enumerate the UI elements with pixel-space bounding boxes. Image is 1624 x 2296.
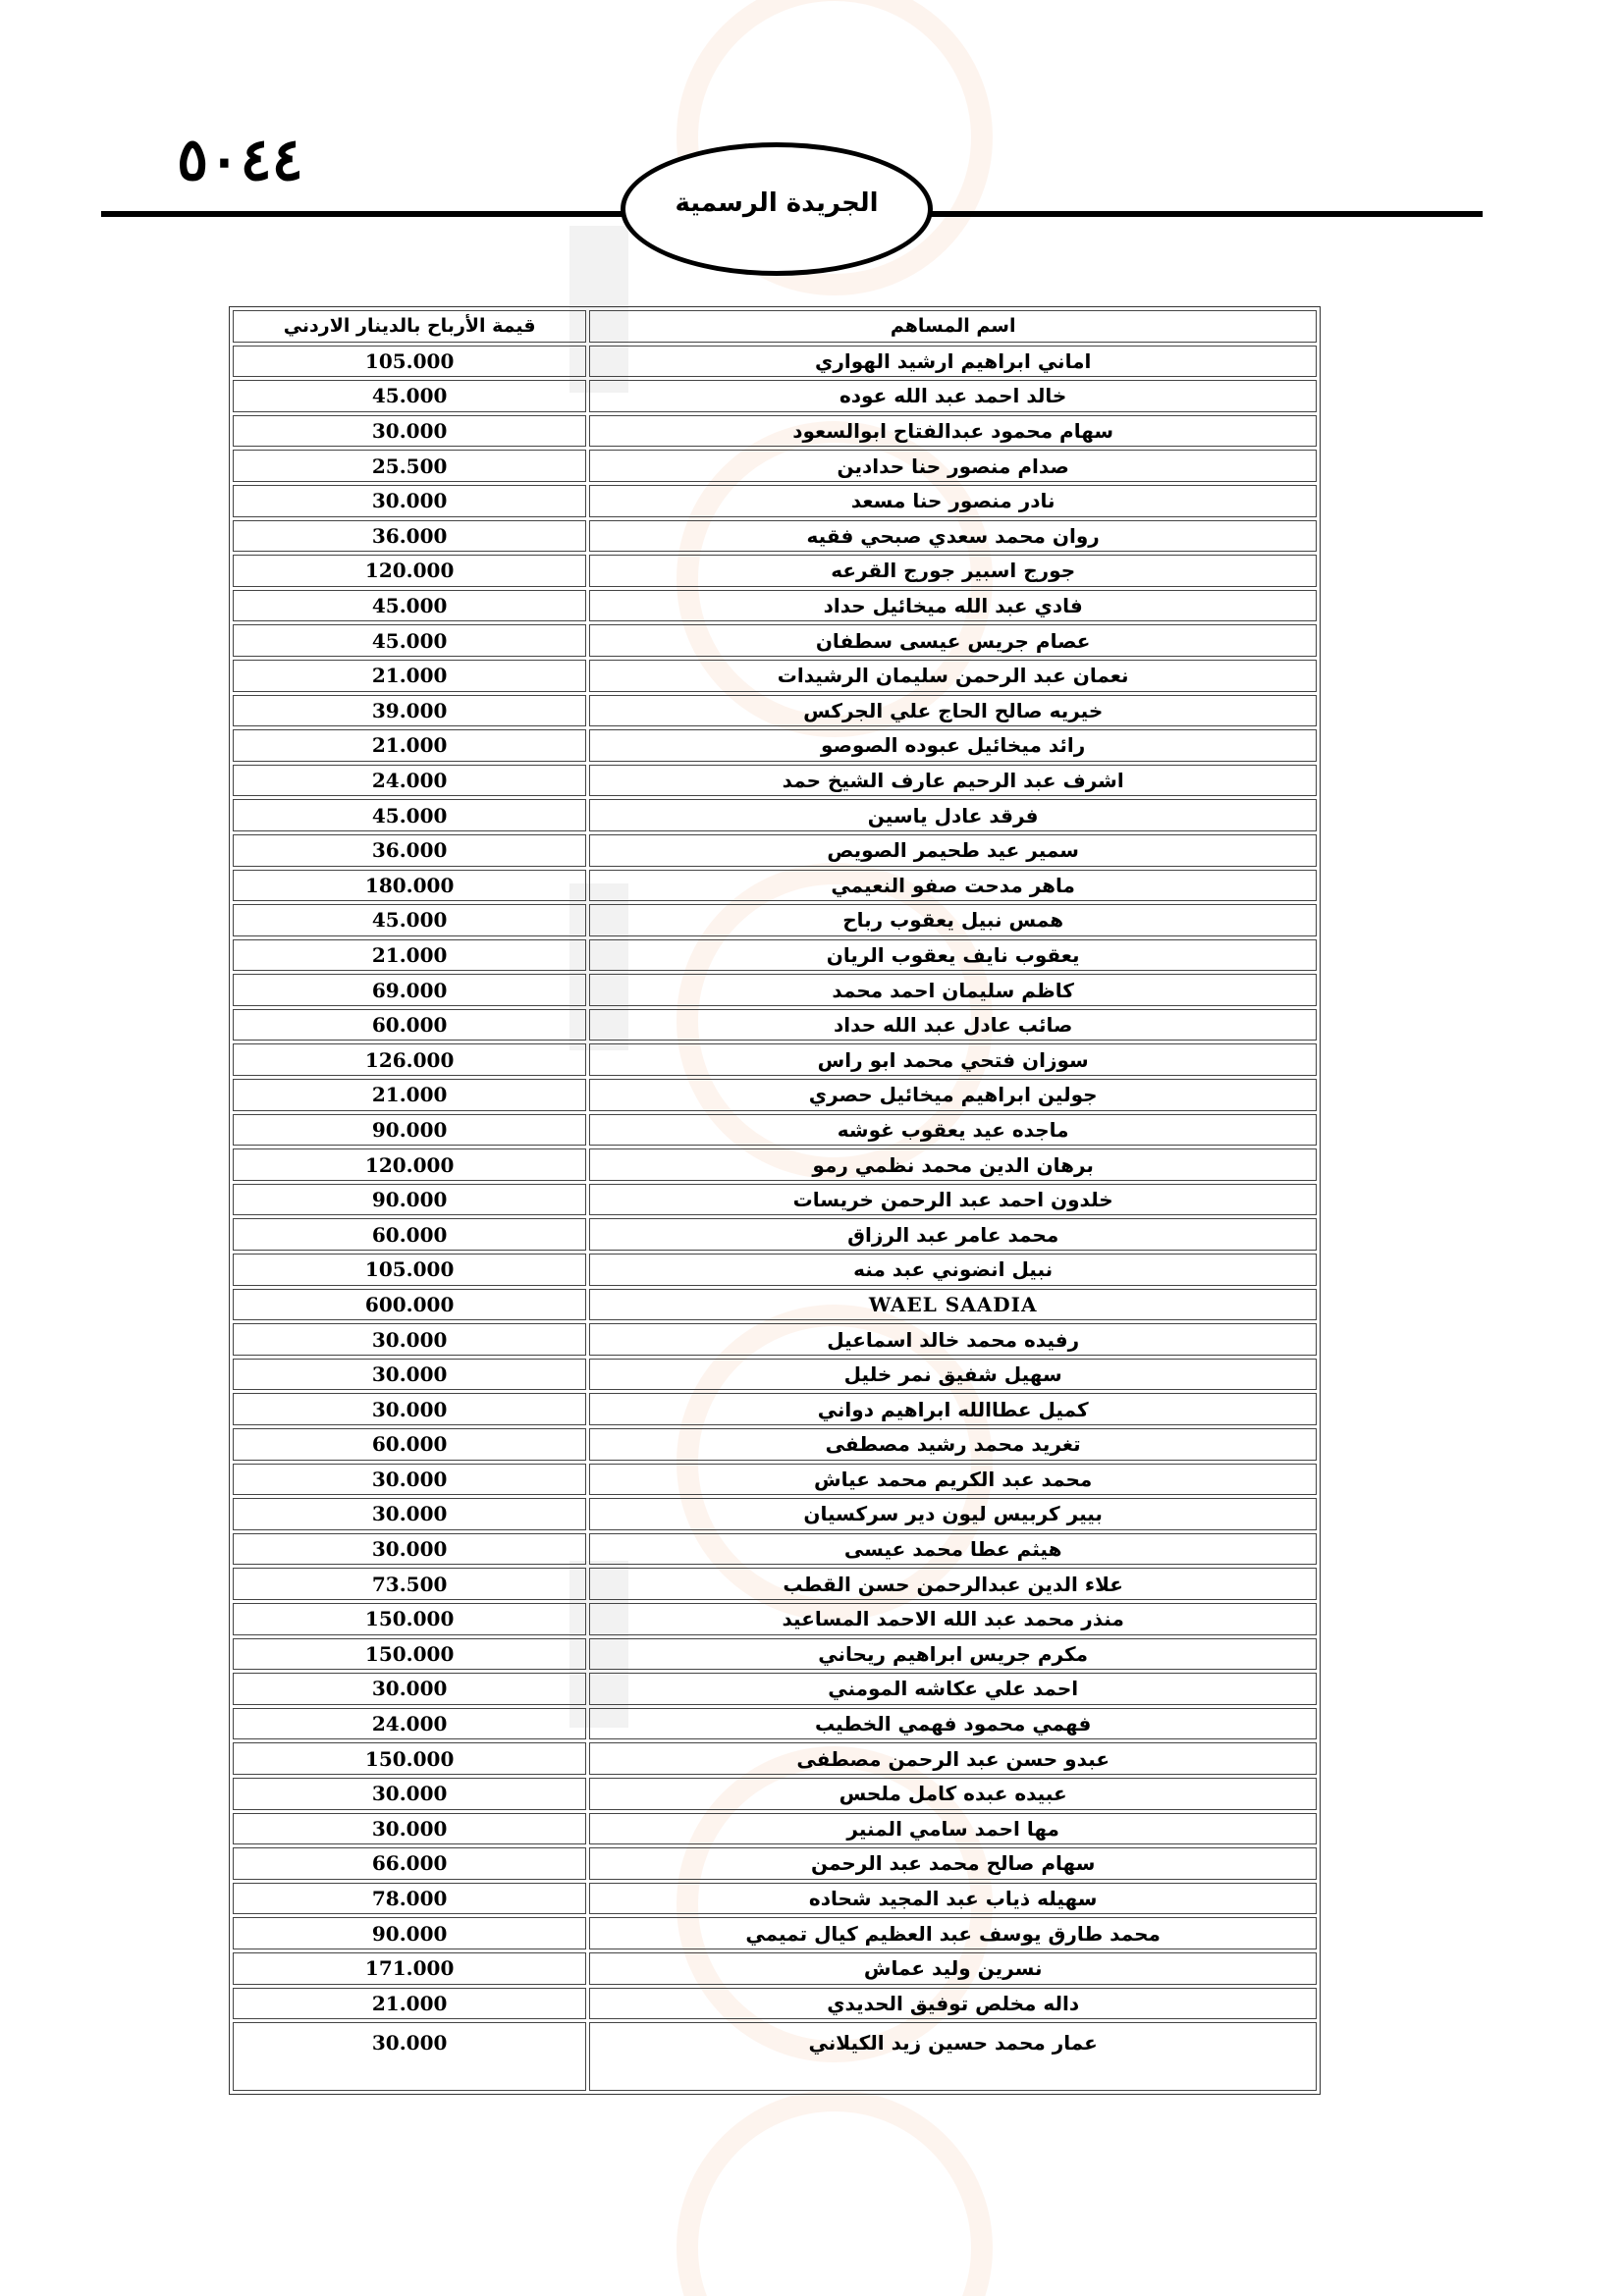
table-row	[233, 729, 1317, 762]
shareholder-name: سوزان فتحي محمد ابو راس	[589, 1043, 1317, 1076]
shareholder-name: خيريه صالح الحاج علي الجركس	[589, 695, 1317, 727]
shareholder-name: جورج اسبير جورج القرعه	[589, 555, 1317, 587]
table-row	[233, 695, 1317, 727]
dividend-value: 171.000	[233, 1952, 586, 1985]
dividend-value: 21.000	[233, 1079, 586, 1111]
shareholder-name: داله مخلص توفيق الحديدي	[589, 1988, 1317, 2020]
shareholder-name: عبيده عبده كامل ملحس	[589, 1778, 1317, 1810]
shareholder-name: برهان الدين محمد نظمي رمو	[589, 1148, 1317, 1181]
shareholder-name: مها احمد سامي المنير	[589, 1813, 1317, 1845]
dividend-value: 73.500	[233, 1568, 586, 1600]
shareholder-name: جولين ابراهيم ميخائيل حصري	[589, 1079, 1317, 1111]
dividend-value: 45.000	[233, 380, 586, 412]
table-row	[233, 765, 1317, 797]
shareholder-name: كميل عطاالله ابراهيم دواني	[589, 1393, 1317, 1425]
table-row	[233, 1883, 1317, 1915]
dividend-value: 21.000	[233, 1988, 586, 2020]
shareholder-name: خالد احمد عبد الله عوده	[589, 380, 1317, 412]
table-row	[233, 1847, 1317, 1880]
table-row	[233, 1988, 1317, 2020]
dividend-value: 45.000	[233, 904, 586, 936]
shareholder-name: همس نبيل يعقوب رباح	[589, 904, 1317, 936]
table-row	[233, 485, 1317, 517]
dividend-value: 90.000	[233, 1114, 586, 1147]
table-row	[233, 904, 1317, 936]
shareholder-name: محمد عامر عبد الرزاق	[589, 1218, 1317, 1251]
table-row	[233, 1359, 1317, 1391]
dividend-value: 30.000	[233, 1813, 586, 1845]
dividend-value: 21.000	[233, 660, 586, 692]
table-row	[233, 1148, 1317, 1181]
shareholder-name: WAEL SAADIA	[589, 1289, 1317, 1321]
dividend-value: 30.000	[233, 1498, 586, 1530]
table-row	[233, 834, 1317, 867]
shareholder-name: عبدو حسن عبد الرحمن مصطفى	[589, 1742, 1317, 1775]
shareholder-name: مكرم جريس ابراهيم ريحاني	[589, 1638, 1317, 1671]
shareholder-name: اماني ابراهيم ارشيد الهواري	[589, 346, 1317, 378]
dividend-value: 45.000	[233, 624, 586, 657]
shareholder-name: اشرف عبد الرحيم عارف الشيخ حمد	[589, 765, 1317, 797]
table-body	[233, 346, 1317, 2092]
dividend-value: 30.000	[233, 1533, 586, 1566]
dividend-value: 30.000	[233, 1464, 586, 1496]
table-row	[233, 346, 1317, 378]
dividend-value: 45.000	[233, 799, 586, 831]
table-row	[233, 624, 1317, 657]
shareholder-name: فهمي محمود فهمي الخطيب	[589, 1708, 1317, 1740]
dividend-value: 25.500	[233, 450, 586, 482]
dividend-value: 120.000	[233, 1148, 586, 1181]
shareholder-name: محمد طارق يوسف عبد العظيم كيال تميمي	[589, 1917, 1317, 1949]
table-row	[233, 520, 1317, 553]
shareholder-name: سهيله ذياب عبد المجيد شحاده	[589, 1883, 1317, 1915]
dividend-value: 180.000	[233, 870, 586, 902]
dividend-value: 60.000	[233, 1009, 586, 1041]
dividend-value: 600.000	[233, 1289, 586, 1321]
table-row	[233, 1952, 1317, 1985]
shareholder-name: صائب عادل عبد الله حداد	[589, 1009, 1317, 1041]
dividend-value: 21.000	[233, 729, 586, 762]
shareholder-name: فرقد عادل ياسين	[589, 799, 1317, 831]
table-row	[233, 1079, 1317, 1111]
table-row	[233, 1498, 1317, 1530]
dividend-value: 30.000	[233, 1323, 586, 1356]
table-row	[233, 1603, 1317, 1635]
column-header-value: قيمة الأرباح بالدينار الاردني	[233, 310, 586, 343]
table-row	[233, 380, 1317, 412]
table-row	[233, 660, 1317, 692]
shareholder-name: ماجده عيد يعقوب غوشه	[589, 1114, 1317, 1147]
shareholder-name: نعمان عبد الرحمن سليمان الرشيدات	[589, 660, 1317, 692]
table-row	[233, 1673, 1317, 1705]
dividend-value: 30.000	[233, 485, 586, 517]
table-row	[233, 939, 1317, 972]
shareholder-name: منذر محمد عبد الله الاحمد المساعيد	[589, 1603, 1317, 1635]
shareholder-name: سهام محمود عبدالفتاح ابوالسعود	[589, 415, 1317, 448]
table-row	[233, 1428, 1317, 1461]
table-row	[233, 1813, 1317, 1845]
shareholder-name: رائد ميخائيل عبوده الصوصو	[589, 729, 1317, 762]
shareholders-table	[229, 306, 1321, 2095]
shareholder-name: سهام صالح محمد عبد الرحمن	[589, 1847, 1317, 1880]
dividend-value: 60.000	[233, 1218, 586, 1251]
dividend-value: 105.000	[233, 1254, 586, 1286]
shareholder-name: ماهر مدحت صفو النعيمي	[589, 870, 1317, 902]
shareholder-name: رفيده محمد خالد اسماعيل	[589, 1323, 1317, 1356]
dividend-value: 78.000	[233, 1883, 586, 1915]
shareholder-name: يعقوب نايف يعقوب الريان	[589, 939, 1317, 972]
table-row	[233, 1568, 1317, 1600]
shareholder-name: نبيل انضوني عبد منه	[589, 1254, 1317, 1286]
dividend-value: 30.000	[233, 1673, 586, 1705]
table-row	[233, 1533, 1317, 1566]
dividend-value: 24.000	[233, 1708, 586, 1740]
dividend-value: 30.000	[233, 415, 586, 448]
dividend-value: 150.000	[233, 1638, 586, 1671]
table-row	[233, 1043, 1317, 1076]
table-row	[233, 1393, 1317, 1425]
dividend-value: 21.000	[233, 939, 586, 972]
table-row	[233, 2022, 1317, 2091]
table-row	[233, 1289, 1317, 1321]
dividend-value: 39.000	[233, 695, 586, 727]
table-row	[233, 1638, 1317, 1671]
shareholder-name: سمير عيد طحيمر الصويص	[589, 834, 1317, 867]
dividend-value: 36.000	[233, 834, 586, 867]
dividend-value: 60.000	[233, 1428, 586, 1461]
shareholder-name: خلدون احمد عبد الرحمن خريسات	[589, 1184, 1317, 1216]
dividend-value: 36.000	[233, 520, 586, 553]
table-row	[233, 1917, 1317, 1949]
table-row	[233, 1464, 1317, 1496]
column-header-name: اسم المساهم	[589, 310, 1317, 343]
shareholder-name: احمد علي عكاشه المومني	[589, 1673, 1317, 1705]
table-row	[233, 1114, 1317, 1147]
table-row	[233, 799, 1317, 831]
table-row	[233, 1708, 1317, 1740]
shareholder-name: فادي عبد الله ميخائيل حداد	[589, 590, 1317, 622]
table-header-row	[233, 310, 1317, 343]
header-title: الجريدة الرسمية	[675, 188, 879, 218]
shareholder-name: عمار محمد حسين زيد الكيلاني	[589, 2022, 1317, 2091]
dividend-value: 30.000	[233, 1393, 586, 1425]
shareholder-name: كاظم سليمان احمد محمد	[589, 974, 1317, 1006]
table-row	[233, 590, 1317, 622]
shareholder-name: محمد عبد الكريم محمد عياش	[589, 1464, 1317, 1496]
shareholder-name: نادر منصور حنا مسعد	[589, 485, 1317, 517]
table-row	[233, 1254, 1317, 1286]
dividend-value: 24.000	[233, 765, 586, 797]
dividend-value: 30.000	[233, 2022, 586, 2091]
shareholder-name: تغريد محمد رشيد مصطفى	[589, 1428, 1317, 1461]
shareholder-name: روان محمد سعدي صبحي فقيه	[589, 520, 1317, 553]
dividend-value: 150.000	[233, 1742, 586, 1775]
table-row	[233, 1218, 1317, 1251]
table-row	[233, 450, 1317, 482]
dividend-value: 120.000	[233, 555, 586, 587]
shareholder-name: علاء الدين عبدالرحمن حسن القطب	[589, 1568, 1317, 1600]
table-row	[233, 1778, 1317, 1810]
dividend-value: 69.000	[233, 974, 586, 1006]
dividend-value: 30.000	[233, 1778, 586, 1810]
dividend-value: 45.000	[233, 590, 586, 622]
table-row	[233, 415, 1317, 448]
table-row	[233, 555, 1317, 587]
shareholder-name: صدام منصور حنا حدادين	[589, 450, 1317, 482]
dividend-value: 150.000	[233, 1603, 586, 1635]
shareholder-name: نسرين وليد عماش	[589, 1952, 1317, 1985]
table-row	[233, 870, 1317, 902]
dividend-value: 90.000	[233, 1184, 586, 1216]
dividend-value: 66.000	[233, 1847, 586, 1880]
shareholder-name: سهيل شفيق نمر خليل	[589, 1359, 1317, 1391]
dividend-value: 90.000	[233, 1917, 586, 1949]
dividend-value: 126.000	[233, 1043, 586, 1076]
table-row	[233, 974, 1317, 1006]
dividend-value: 30.000	[233, 1359, 586, 1391]
table-row	[233, 1009, 1317, 1041]
shareholder-name: عصام جريس عيسى سطفان	[589, 624, 1317, 657]
dividend-value: 105.000	[233, 346, 586, 378]
shareholder-name: هيثم عطا محمد عيسى	[589, 1533, 1317, 1566]
shareholder-name: بيير كربيس ليون دير سركسيان	[589, 1498, 1317, 1530]
table-row	[233, 1742, 1317, 1775]
page-number: ٥٠٤٤	[177, 126, 303, 194]
table-row	[233, 1184, 1317, 1216]
table-row	[233, 1323, 1317, 1356]
header-ellipse	[621, 142, 933, 276]
